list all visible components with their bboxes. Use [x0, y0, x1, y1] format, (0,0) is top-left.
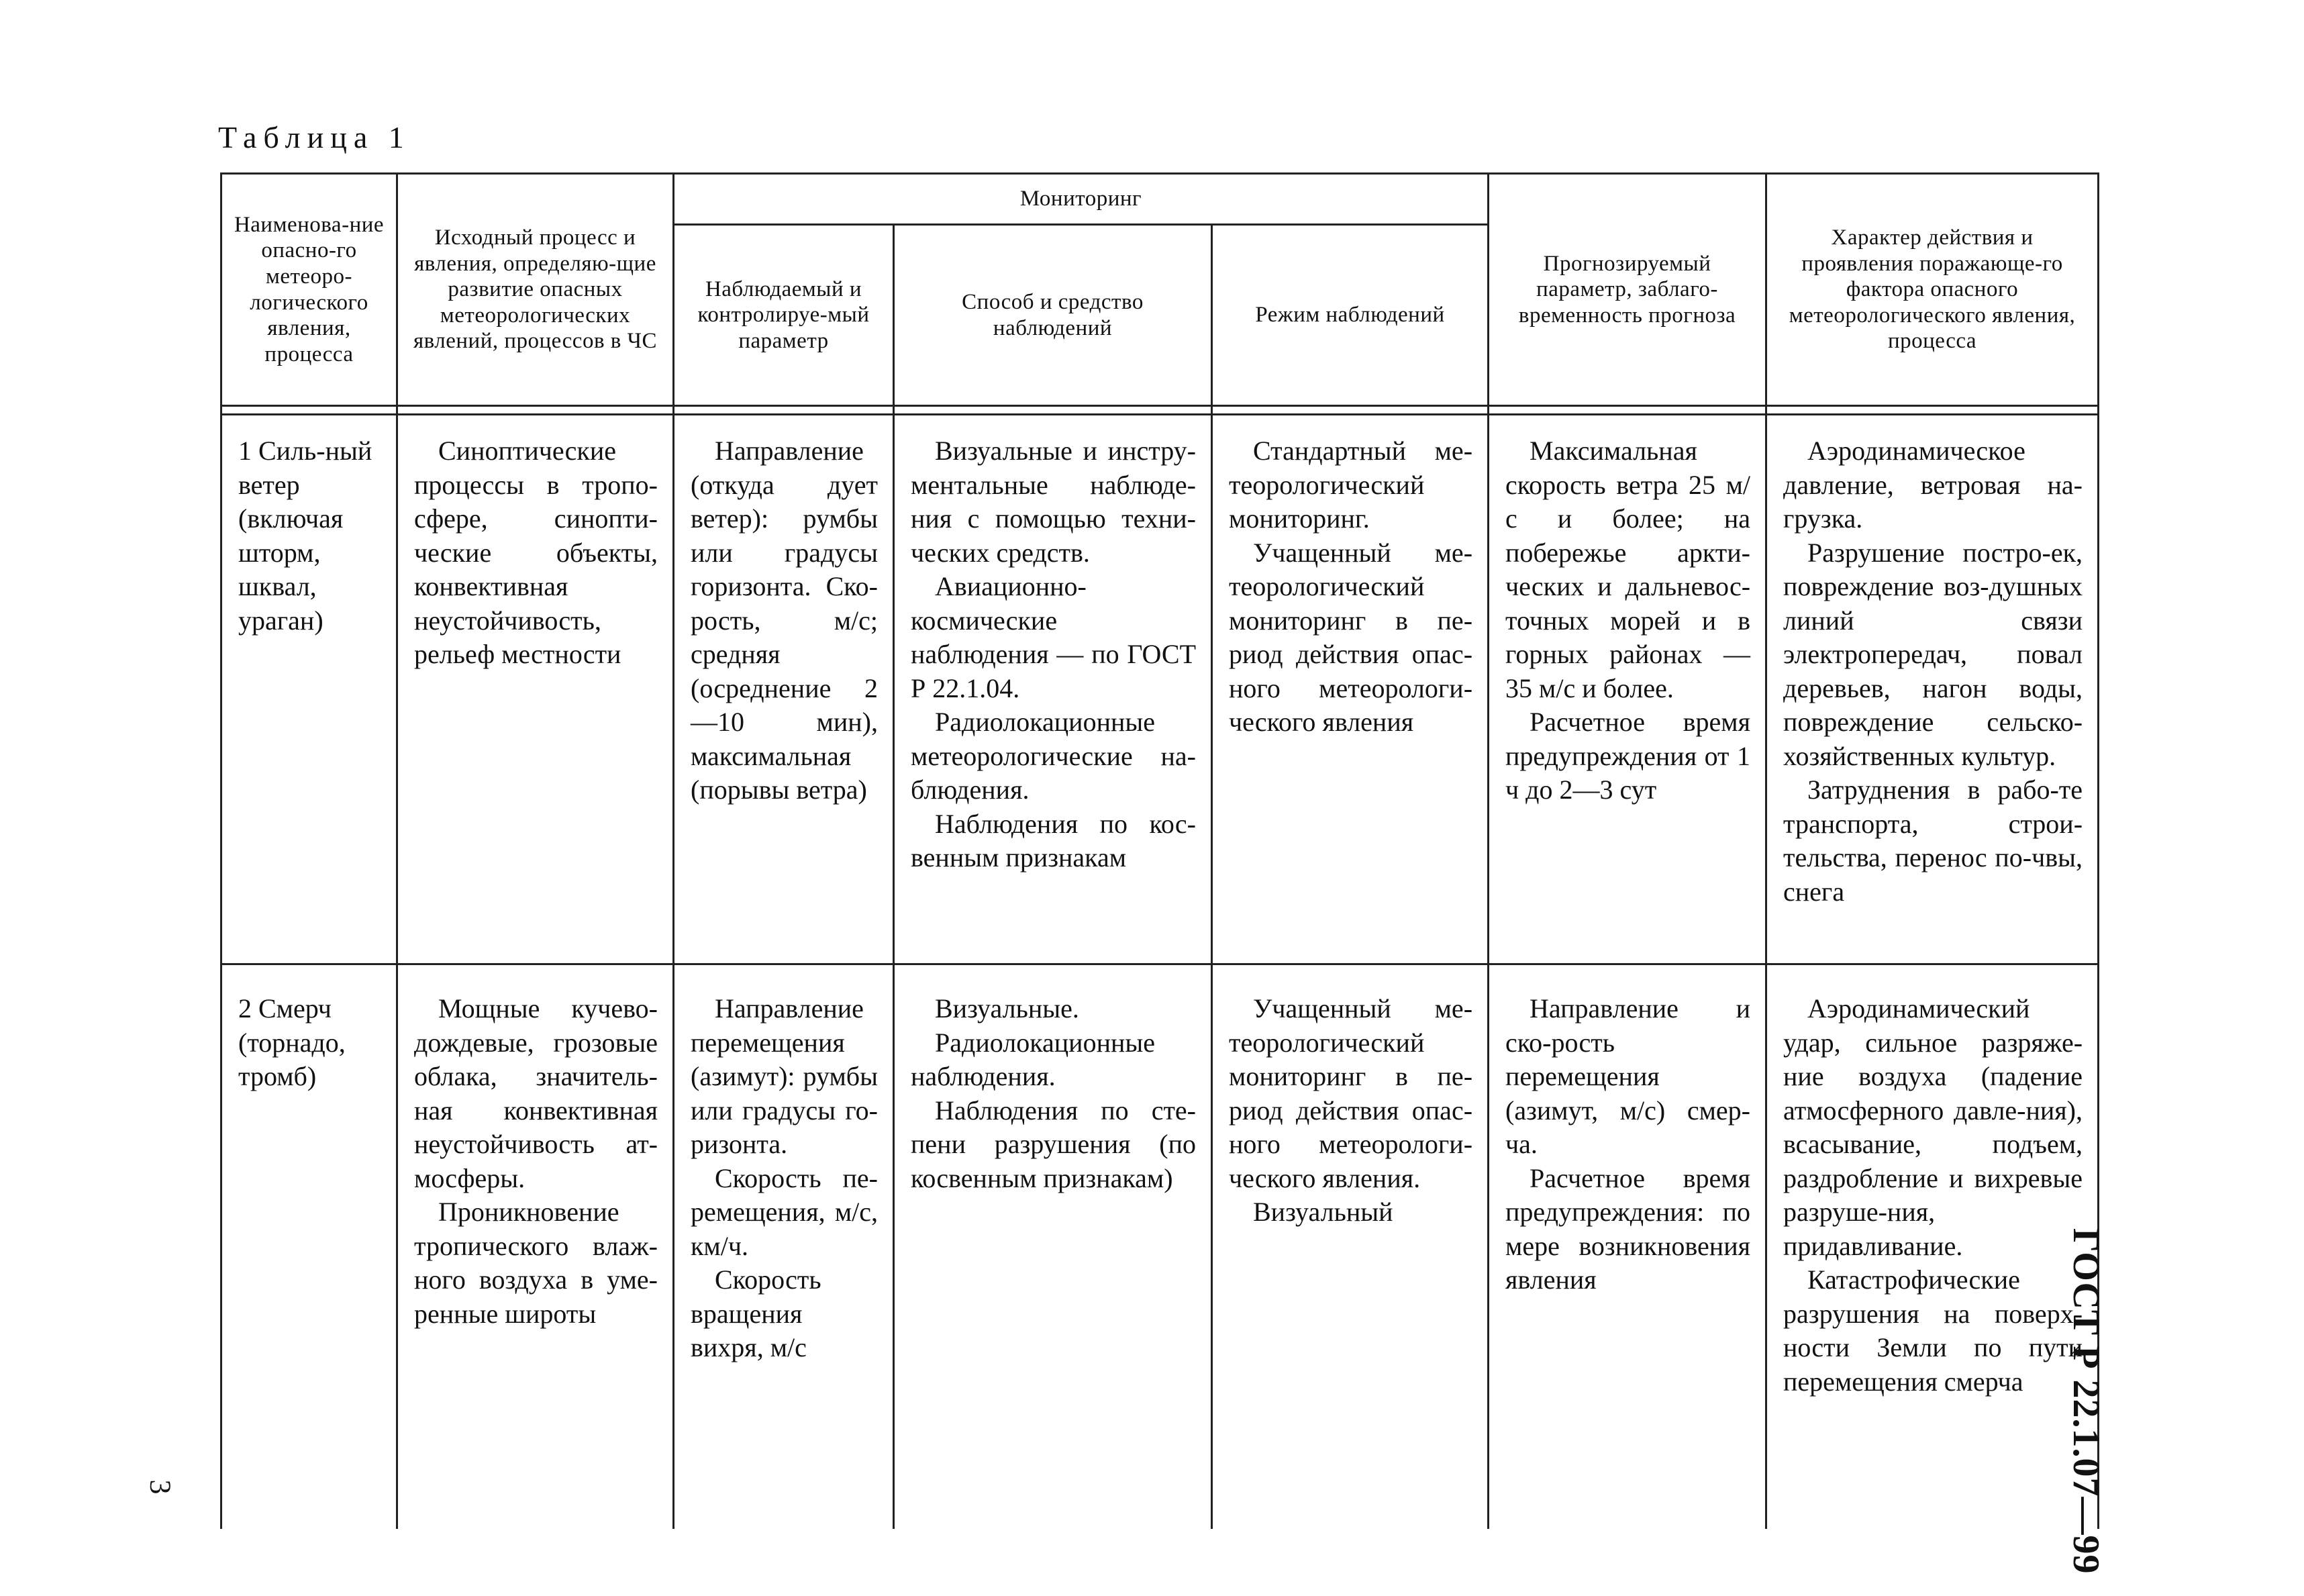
- cell-forecast: Направление и ско-рость перемещения (азимут, м/с) смер-ча. Расчетное время предупреждения: по мере возникновения явления: [1489, 964, 1766, 1530]
- header-method: Способ и средство наблюдений: [894, 225, 1212, 406]
- header-hazard-name: Наименова-ние опасно-го метеоро-логического явления, процесса: [221, 174, 397, 406]
- cell-source-process: Синоптические процессы в тропо-сфере, синопти-ческие объекты, конвективная неустойчивость, рельеф местности: [397, 415, 674, 964]
- document-designation: ГОСТ Р 22.1.07—99: [2065, 1228, 2107, 1575]
- table-row: [221, 964, 2099, 1530]
- cell-mode: Стандартный ме-теорологический мониторинг. Учащенный ме-теорологический мониторинг в пе-риод действия опас-ного метеорологи-ческого явления: [1212, 415, 1489, 964]
- cell-method: Визуальные. Радиолокационные наблюдения. Наблюдения по сте-пени разрушения (по косвенным признакам): [894, 964, 1212, 1530]
- cell-parameter: Направление (откуда дует ветер): румбы или градусы горизонта. Ско-рость, м/с; средняя (осреднение 2—10 мин), максимальная (порывы ветра): [674, 415, 894, 964]
- table-row: [221, 415, 2099, 964]
- cell-effect: Аэродинамическое давление, ветровая на-грузка. Разрушение постро-ек, повреждение воз-душных линий связи электропередач, повал деревьев, нагон воды, повреждение сельско-хозяйственных культур. Затруднения в рабо-те транспорта, строи-тельства, перенос по-чвы, снега: [1766, 415, 2099, 964]
- cell-parameter: Направление перемещения (азимут): румбы или градусы го-ризонта. Скорость пе-ремещения, м/с, км/ч. Скорость вращения вихря, м/с: [674, 964, 894, 1530]
- header-forecast: Прогнозируемый параметр, заблаго-временность прогноза: [1489, 174, 1766, 406]
- cell-hazard-name: 1 Силь-ный ветер (включая шторм, шквал, ураган): [221, 415, 397, 964]
- header-monitoring: Мониторинг: [674, 174, 1489, 225]
- table-caption: Таблица 1: [218, 120, 411, 154]
- header-separator: [221, 406, 2099, 415]
- header-source-process: Исходный процесс и явления, определяю-щие развитие опасных метеорологических явлений, процессов в ЧС: [397, 174, 674, 406]
- cell-mode: Учащенный ме-теорологический мониторинг в пе-риод действия опас-ного метеорологи-ческого явления. Визуальный: [1212, 964, 1489, 1530]
- header-parameter: Наблюдаемый и контролируе-мый параметр: [674, 225, 894, 406]
- cell-method: Визуальные и инстру-ментальные наблюде-ния с помощью техни-ческих средств. Авиационно-космические наблюдения — по ГОСТ Р 22.1.04. Радиолокационные метеорологические на-блюдения. Наблюдения по кос-венным признакам: [894, 415, 1212, 964]
- page-number: 3: [144, 1479, 177, 1495]
- cell-source-process: Мощные кучево-дождевые, грозовые облака, значитель-ная конвективная неустойчивость ат-мосферы. Проникновение тропического влаж-ного воздуха в уме-ренные широты: [397, 964, 674, 1530]
- cell-forecast: Максимальная скорость ветра 25 м/с и более; на побережье аркти-ческих и дальневос-точных морей и в горных районах — 35 м/с и более. Расчетное время предупреждения от 1 ч до 2—3 сут: [1489, 415, 1766, 964]
- header-effect: Характер действия и проявления поражающе-го фактора опасного метеорологического явления, процесса: [1766, 174, 2099, 406]
- header-mode: Режим наблюдений: [1212, 225, 1489, 406]
- cell-hazard-name: 2 Смерч (торнадо, тромб): [221, 964, 397, 1530]
- cell-effect: Аэродинамический удар, сильное разряже-ние воздуха (падение атмосферного давле-ния), всасывание, подъем, раздробление и вихревые разруше-ния, придавливание. Катастрофические разрушения на поверх-ности Земли по пути перемещения смерча: [1766, 964, 2099, 1530]
- hazard-monitoring-table: [220, 172, 2099, 1529]
